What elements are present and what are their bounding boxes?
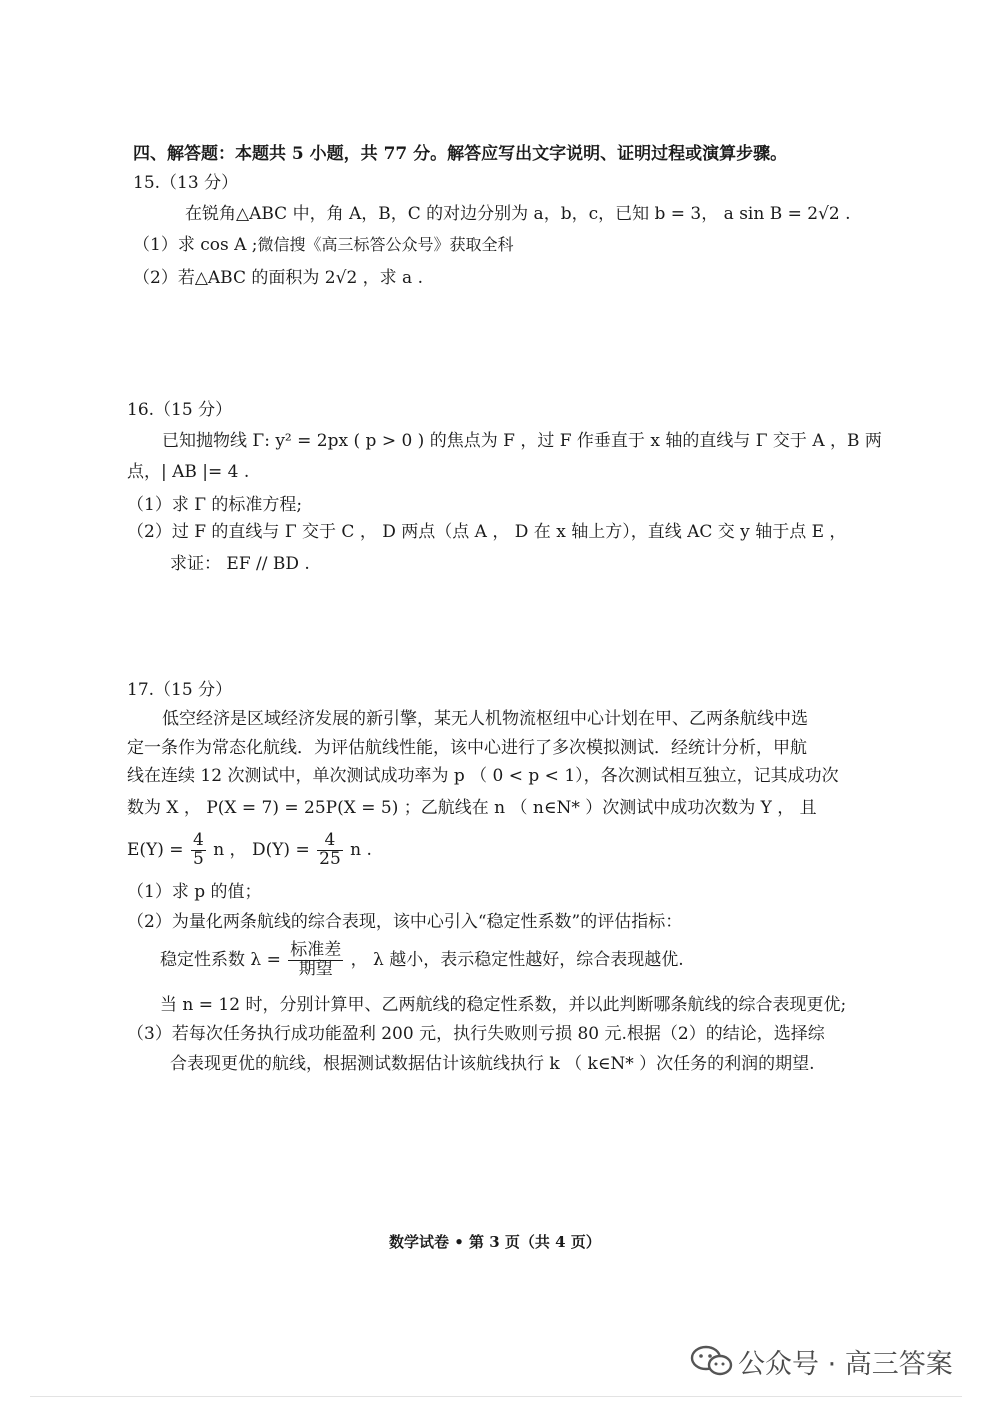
q17-line3: 线在连续 12 次测试中，单次测试成功率为 p （ 0 < p < 1），各次测试相互独立，记其成功次 xyxy=(127,766,839,786)
q16-number: 16.（15 分） xyxy=(127,400,233,420)
wechat-icon xyxy=(690,1344,734,1378)
q17-line2: 定一条作为常态化航线．为评估航线性能，该中心进行了多次模拟测试．经统计分析，甲航 xyxy=(127,738,807,758)
q15-part1 xyxy=(133,233,514,257)
ey-numerator: 4 xyxy=(192,830,204,850)
q15-stem: 在锐角△ABC 中，角 A，B，C 的对边分别为 a，b，c，已知 b = 3， a sin B = 2√2 . xyxy=(185,204,851,224)
q16-stem-line1: 已知抛物线 Γ: y² = 2px ( p > 0 ) 的焦点为 F ，过 F 作垂直于 x 轴的直线与 Γ 交于 A ，B 两 xyxy=(162,431,882,451)
q17-part3-line1: （3）若每次任务执行成功能盈利 200 元，执行失败则亏损 80 元.根据（2）的结论，选择综 xyxy=(127,1024,825,1044)
q17-part2: （2）为量化两条航线的综合表现，该中心引入“稳定性系数”的评估指标： xyxy=(127,912,683,932)
q17-part1: （1）求 p 的值； xyxy=(127,882,262,902)
ey-denominator: 5 xyxy=(192,848,204,869)
watermark-text: 公众号 · 高三答案 xyxy=(738,1349,953,1380)
q15-number: 15.（13 分） xyxy=(133,173,239,193)
page-footer: 数学试卷 • 第 3 页（共 4 页） xyxy=(389,1233,601,1251)
q15-part2: （2）若△ABC 的面积为 2√2 ，求 a . xyxy=(133,268,424,288)
q16-part2-line2: 求证： EF // BD . xyxy=(170,554,310,574)
q17-expectation-variance xyxy=(127,832,372,869)
dy-label: n ， D(Y) = xyxy=(213,839,310,860)
q17-number: 17.（15 分） xyxy=(127,680,233,700)
q17-line4: 数为 X ， P(X = 7) = 25P(X = 5) ；乙航线在 n （ n∈N* ）次测试中成功次数为 Y ， 且 xyxy=(127,798,817,818)
lambda-description: ， λ 越小，表示稳定性越好，综合表现越优. xyxy=(350,949,684,970)
ey-fraction xyxy=(191,832,206,869)
ey-label: E(Y) = xyxy=(127,839,184,860)
q16-part2-line1: （2）过 F 的直线与 Γ 交于 C ， D 两点（点 A ， D 在 x 轴上方），直线 AC 交 y 轴于点 E ， xyxy=(127,522,847,542)
lambda-denominator: 期望 xyxy=(298,958,333,979)
bottom-divider xyxy=(30,1396,962,1397)
q15-part1-text: （1）求 cos A ; xyxy=(133,235,258,255)
lambda-numerator: 标准差 xyxy=(290,940,342,960)
dy-suffix: n . xyxy=(350,839,372,860)
q16-part1: （1）求 Γ 的标准方程; xyxy=(127,495,303,515)
dy-denominator: 25 xyxy=(319,848,341,869)
section-heading: 四、解答题：本题共 5 小题，共 77 分。解答应写出文字说明、证明过程或演算步骤。 xyxy=(133,144,788,164)
q16-stem-line2: 点，| AB |= 4 . xyxy=(127,462,250,482)
dy-fraction xyxy=(317,832,343,869)
q17-line1: 低空经济是区域经济发展的新引擎，某无人机物流枢纽中心计划在甲、乙两条航线中选 xyxy=(162,709,808,729)
dy-numerator: 4 xyxy=(317,832,343,851)
lambda-fraction xyxy=(288,942,343,979)
q17-part3-line2: 合表现更优的航线，根据测试数据估计该航线执行 k （ k∈N* ）次任务的利润的期望. xyxy=(170,1054,815,1074)
lambda-label: 稳定性系数 λ = xyxy=(160,949,281,970)
q15-inline-watermark: 微信搜《高三标答公众号》获取全科 xyxy=(257,235,514,254)
q17-part2-cont: 当 n = 12 时，分别计算甲、乙两航线的稳定性系数，并以此判断哪条航线的综合表现更优; xyxy=(160,995,847,1015)
q17-lambda-definition xyxy=(160,942,684,979)
